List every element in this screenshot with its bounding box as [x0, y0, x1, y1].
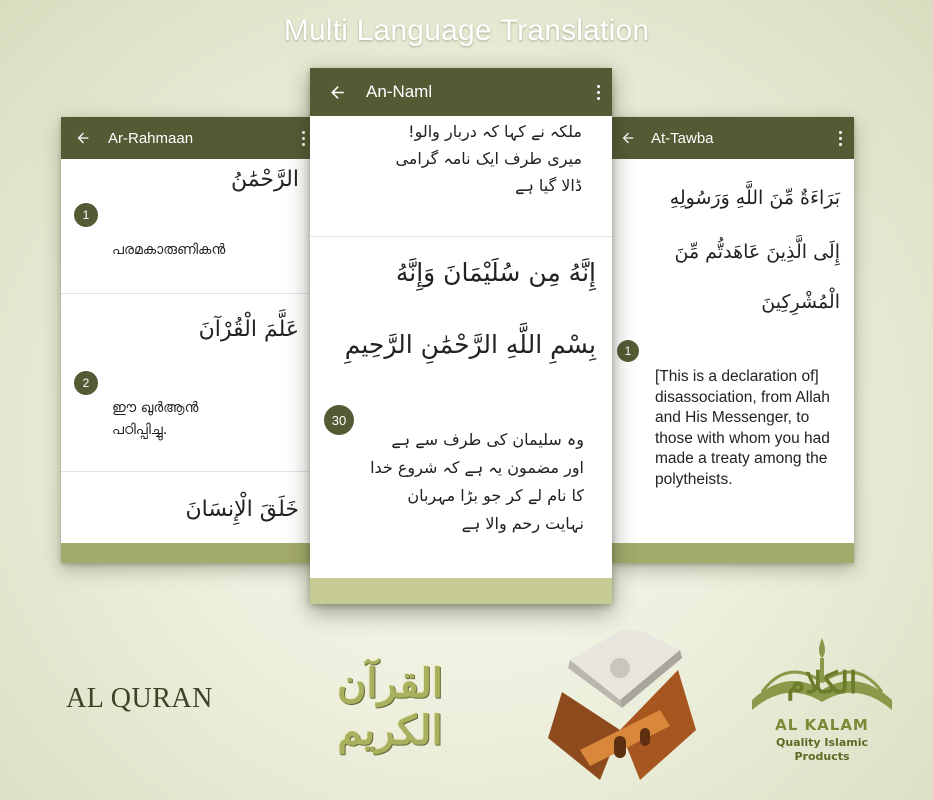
verse-number-badge: 1: [74, 203, 98, 227]
more-vert-icon[interactable]: [839, 131, 842, 146]
verse-translation: وہ سلیمان کی طرف سے ہے اور مضمون یہ ہے کہ شروع خدا کا نام لے کر جو بڑا مہربان نہایت رحم والا ہے: [370, 430, 584, 533]
screen-title: At-Tawba: [651, 129, 714, 147]
toolbar: [61, 117, 317, 159]
verse-translation: ملکہ نے کہا کہ دربار والو! میری طرف ایک نامہ گرامی ڈالا گیا ہے: [395, 122, 582, 195]
verse-arabic-line: إِنَّهُ مِن سُلَيْمَانَ وَإِنَّهُ: [395, 258, 596, 287]
toolbar: [310, 68, 612, 116]
arrow-left-icon[interactable]: [73, 128, 93, 148]
bottom-strip: [612, 543, 854, 563]
quran-on-stand-icon: [540, 630, 700, 790]
verse-divider: [310, 236, 612, 237]
quran-calligraphy: القرآن الكريم: [336, 660, 444, 754]
verse-translation: ഈ ഖുർആൻ പഠിപ്പിച്ചു.: [112, 400, 199, 438]
verse-number-badge: 2: [74, 371, 98, 395]
verse-arabic-line: الْمُشْرِكِينَ: [761, 291, 840, 313]
more-vert-icon[interactable]: [302, 131, 305, 146]
verse-arabic-line: إِلَى الَّذِينَ عَاهَدتُّم مِّنَ: [674, 241, 840, 263]
al-quran-label: AL QURAN: [66, 683, 213, 714]
verse-arabic: الرَّحْمَٰنُ: [230, 167, 299, 192]
toolbar: [612, 117, 854, 159]
screen-title: Ar-Rahmaan: [108, 129, 194, 147]
verse-translation: പരമകാരുണികൻ: [112, 242, 226, 258]
al-kalam-logo: [742, 618, 902, 778]
arrow-left-icon[interactable]: [618, 128, 638, 148]
verse-arabic: عَلَّمَ الْقُرْآنَ: [198, 317, 299, 342]
screen-ar-rahmaan: [61, 117, 317, 563]
verse-number-badge: 1: [617, 340, 639, 362]
logo-name: AL KALAM: [775, 716, 869, 734]
screen-an-naml: [310, 68, 612, 604]
arrow-left-icon[interactable]: [326, 81, 348, 103]
verse-translation: [This is a declaration of] disassociation, from Allah and His Messenger, to those with whom you had made a treaty among the polytheists.: [655, 368, 830, 488]
verse-arabic-line: بِسْمِ اللَّهِ الرَّحْمَٰنِ الرَّحِيمِ: [344, 330, 596, 359]
verse-arabic-line: بَرَاءَةٌ مِّنَ اللَّهِ وَرَسُولِهِ: [669, 187, 840, 209]
verse-divider: [61, 471, 317, 472]
headline: Multi Language Translation: [283, 14, 650, 47]
verse-number-badge: 30: [324, 405, 354, 435]
logo-arabic: الكلام: [786, 666, 858, 701]
bottom-strip: [310, 578, 612, 604]
verse-divider: [61, 293, 317, 294]
verse-arabic: خَلَقَ الْإِنسَانَ: [185, 497, 299, 522]
bottom-strip: [61, 543, 317, 563]
logo-tagline: Products: [794, 750, 850, 763]
more-vert-icon[interactable]: [597, 85, 600, 100]
logo-tagline: Quality Islamic: [776, 736, 868, 749]
screen-title: An-Naml: [366, 82, 433, 101]
screen-at-tawba: [612, 117, 854, 563]
